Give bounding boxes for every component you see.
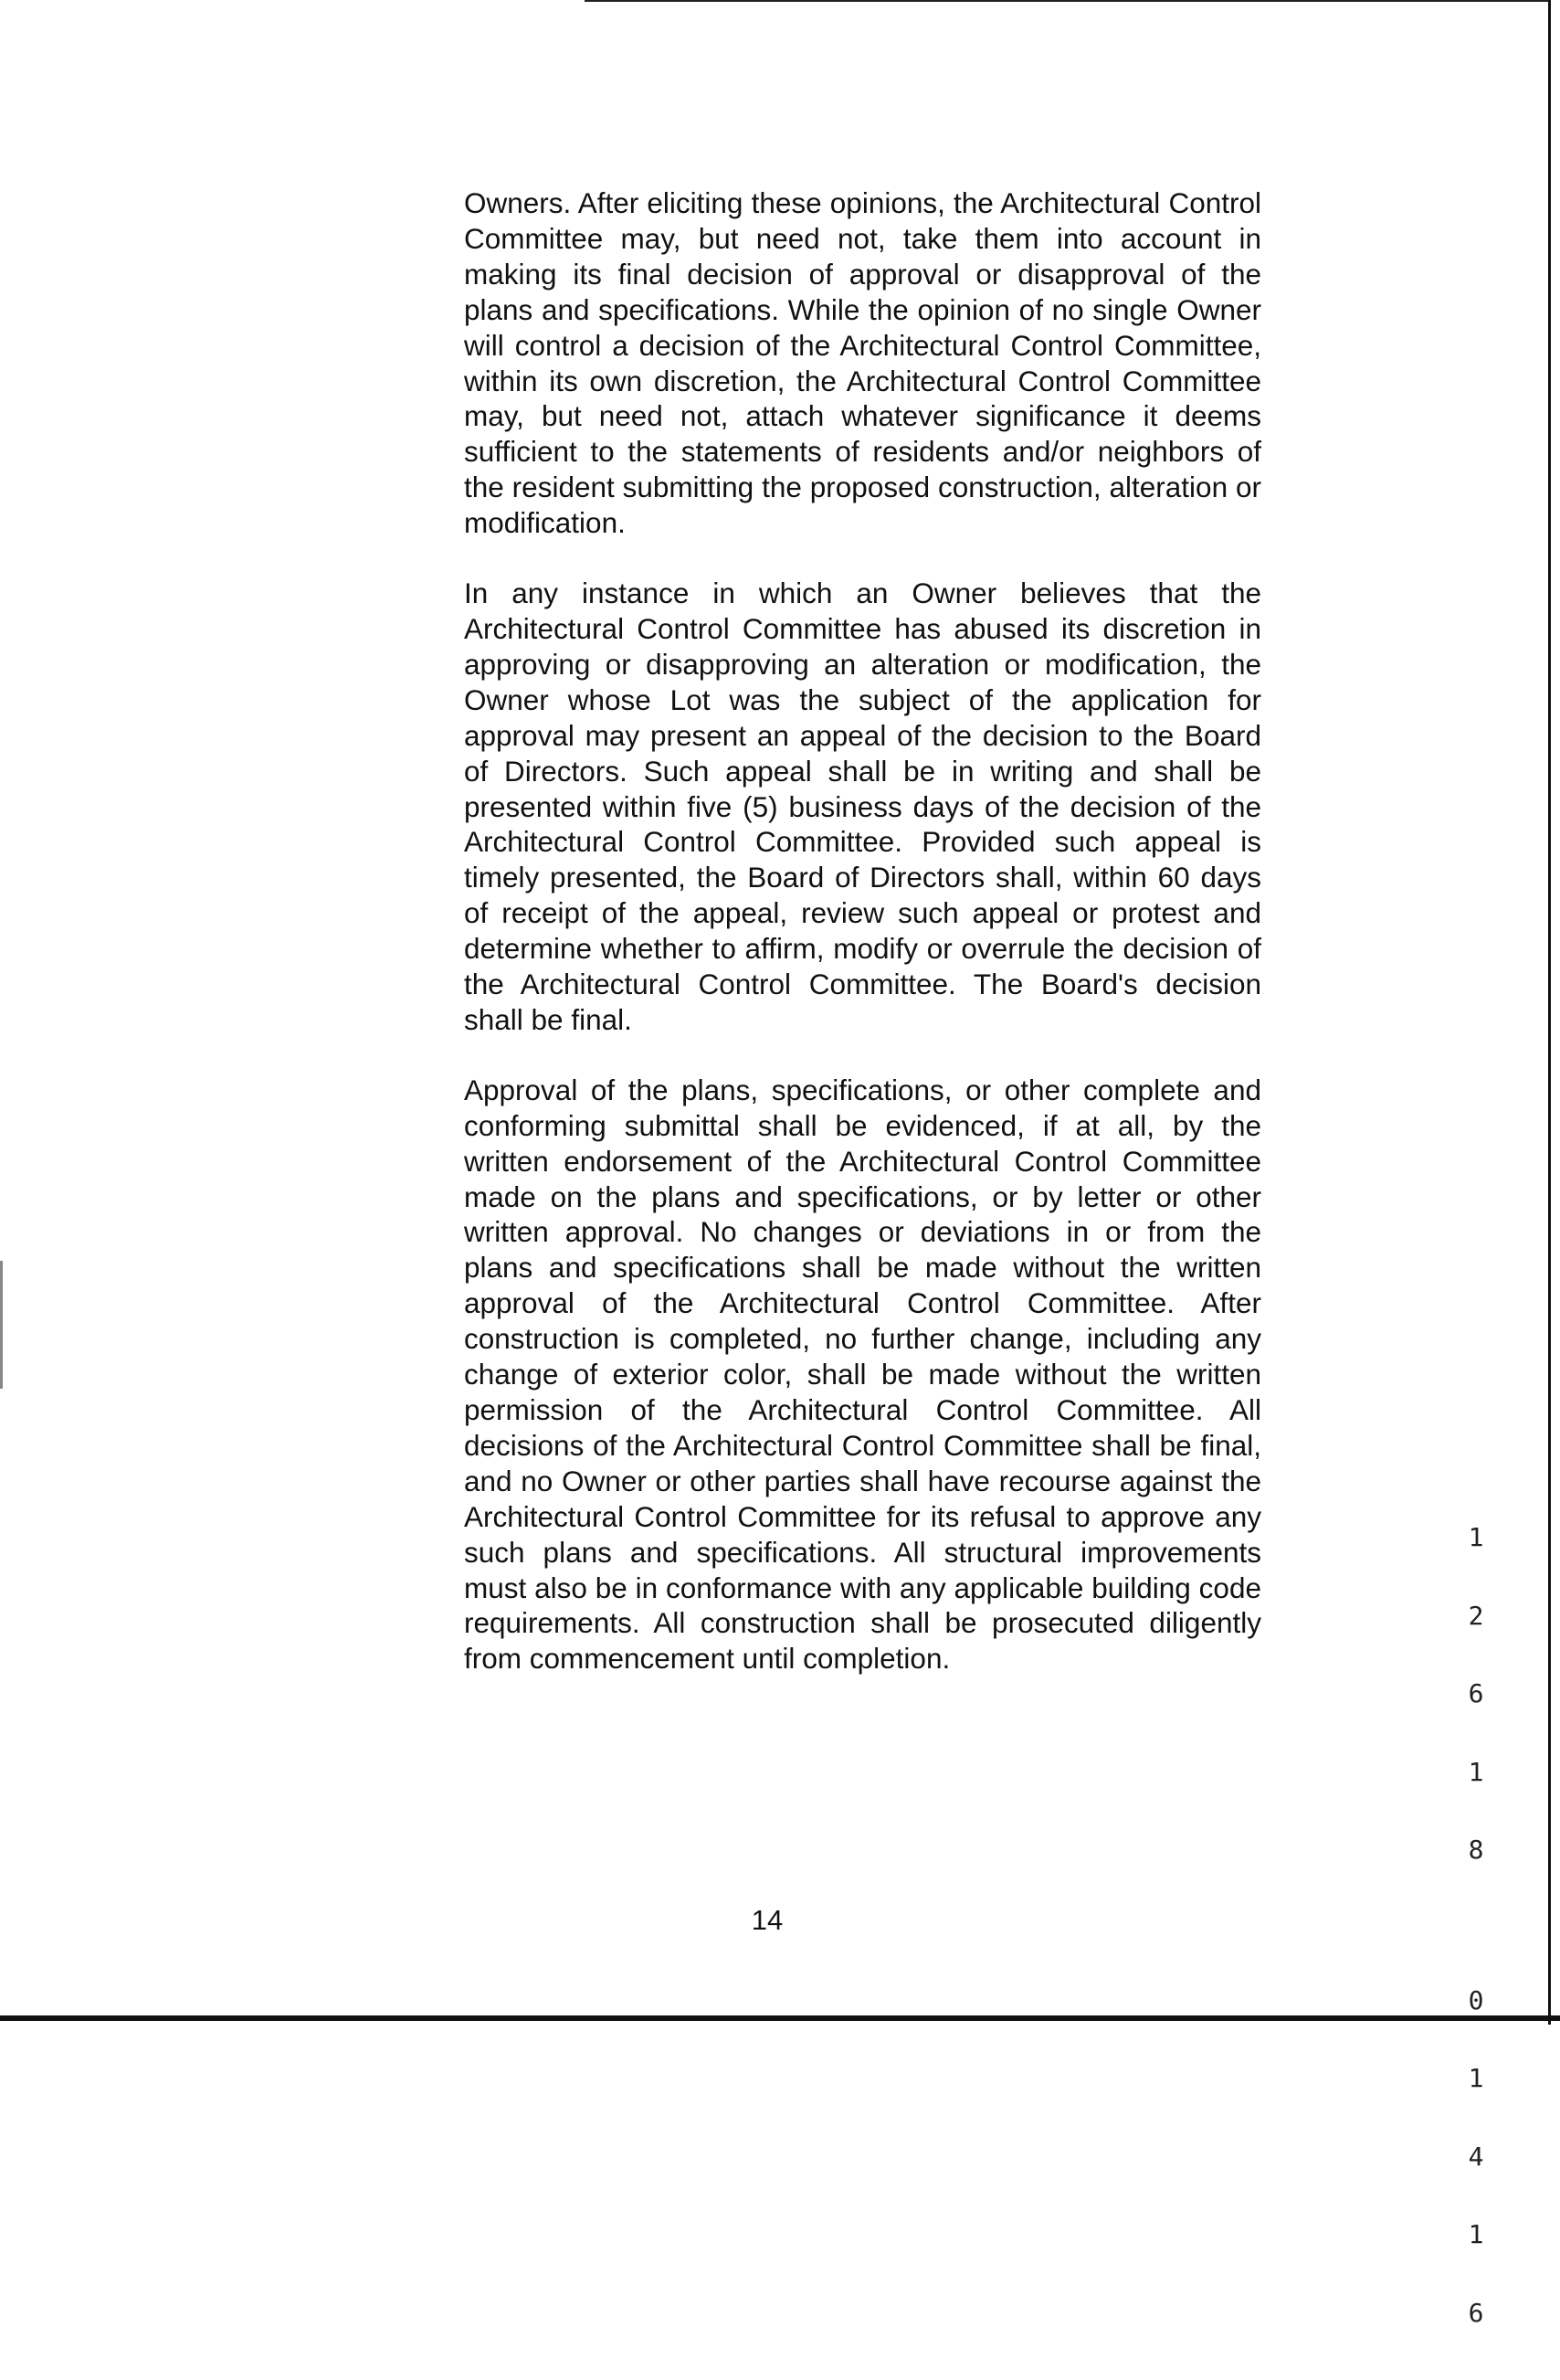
- stamp-digit: 2: [1468, 1600, 1484, 1631]
- stamp-digit: 1: [1468, 1522, 1484, 1552]
- stamp-digit: 0: [1468, 1984, 1484, 2015]
- stamp-digit: 1: [1468, 2219, 1484, 2249]
- stamp-digit: 8: [1468, 1835, 1484, 1865]
- page-number: 14: [751, 1904, 784, 1936]
- scan-edge-bottom: [0, 2015, 1560, 2021]
- scan-edge-top: [585, 0, 1548, 2]
- body-text: [464, 185, 1261, 1711]
- paragraph: Owners. After eliciting these opinions, the Architectural Control Committee may, but need not, take them into account in making its final decision of approval or disapproval of the plans and specifications. While the opinion of no single Owner will control a decision of the Architectural Control Committee, within its own discretion, the Architectural Control Committee may, but need not, attach whatever significance it deems sufficient to the statements of residents and/or neighbors of the resident submitting the proposed construction, alteration or modification.: [464, 186, 1261, 540]
- stamp-gap: [1460, 1916, 1492, 1936]
- stamp-digit: 6: [1468, 1678, 1484, 1708]
- stamp-digit: 6: [1468, 2297, 1484, 2328]
- scan-edge-right: [1548, 0, 1551, 2025]
- stamp-digit: 1: [1468, 1756, 1484, 1787]
- paragraph: Approval of the plans, specifications, or other complete and conforming submittal shall be evidenced, if at all, by the written endorsement of the Architectural Control Committee made on the plans and specifications, or by letter or other written approval. No changes or deviations in or from the plans and specifications shall be made without the written approval of the Architectural Control Committee. After construction is completed, no further change, including any change of exterior color, shall be made without the written permission of the Architectural Control Committee. All decisions of the Architectural Control Committee shall be final, and no Owner or other parties shall have recourse against the Architectural Control Committee for its refusal to approve any such plans and specifications. All structural improvements must also be in conformance with any applicable building code requirements. All construction shall be prosecuted diligently from commencement until completion.: [464, 1073, 1261, 1676]
- scan-mark-left: [0, 1261, 3, 1389]
- paragraph: In any instance in which an Owner believes that the Architectural Control Committee has abused its discretion in approving or disapproving an alteration or modification, the Owner whose Lot was the subject of the application for approval may present an appeal of the decision to the Board of Directors. Such appeal shall be in writing and shall be presented within five (5) business days of the decision of the Architectural Control Committee. Provided such appeal is timely presented, the Board of Directors shall, within 60 days of receipt of the appeal, review such appeal or protest and determine whether to affirm, modify or overrule the decision of the Architectural Control Committee. The Board's decision shall be final.: [464, 576, 1261, 1036]
- stamp-digit: 1: [1468, 2063, 1484, 2093]
- margin-record-stamp: [1460, 1473, 1492, 2378]
- stamp-digit: 4: [1468, 2141, 1484, 2172]
